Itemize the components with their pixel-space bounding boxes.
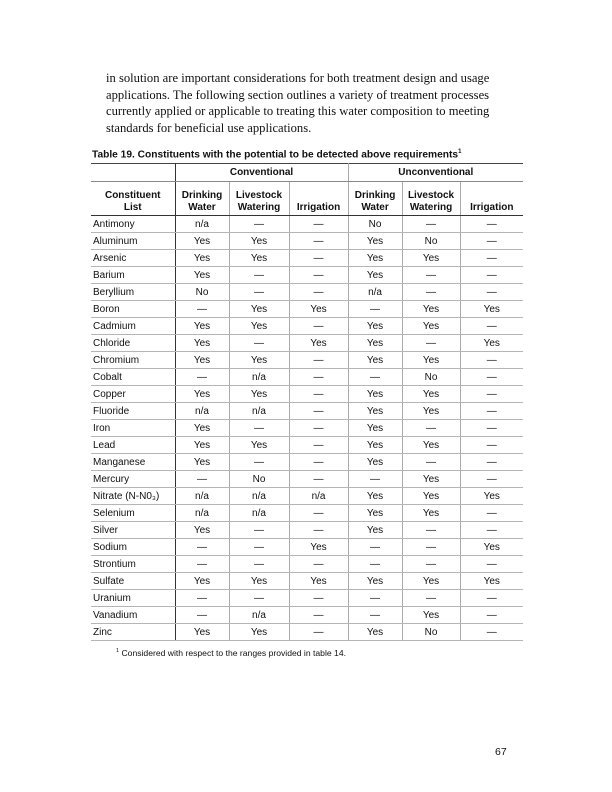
table-cell: — <box>289 352 348 369</box>
table-cell: Yes <box>229 352 289 369</box>
table-cell: Yes <box>175 335 229 352</box>
table-cell: — <box>289 590 348 607</box>
table-cell: Yes <box>402 488 460 505</box>
table-cell: Yes <box>175 250 229 267</box>
table-row <box>91 216 523 233</box>
table-cell: — <box>289 216 348 233</box>
header-line: Drinking <box>354 190 396 201</box>
table-row <box>91 556 523 573</box>
table-cell: n/a <box>175 216 229 233</box>
table-row <box>91 403 523 420</box>
header-line: Livestock <box>235 190 283 201</box>
table-cell: — <box>289 505 348 522</box>
table-cell: Yes <box>289 539 348 556</box>
table-cell: — <box>289 420 348 437</box>
table-cell: Yes <box>460 301 523 318</box>
table-cell: — <box>229 420 289 437</box>
table-cell: — <box>348 607 402 624</box>
column-header <box>229 182 289 216</box>
table-cell: Yes <box>348 386 402 403</box>
header-line: Livestock <box>407 190 455 201</box>
column-header <box>460 182 523 216</box>
table-cell: No <box>402 233 460 250</box>
table-row <box>91 624 523 641</box>
constituent-name: Manganese <box>91 454 175 471</box>
table-row <box>91 471 523 488</box>
table-cell: Yes <box>402 607 460 624</box>
table-cell: — <box>460 624 523 641</box>
constituent-name: Silver <box>91 522 175 539</box>
header-line: Watering <box>237 201 281 213</box>
constituent-name: Antimony <box>91 216 175 233</box>
column-header-constituent <box>91 182 175 216</box>
table-cell: Yes <box>175 420 229 437</box>
table-cell: Yes <box>348 420 402 437</box>
table-cell: Yes <box>460 539 523 556</box>
table-cell: — <box>402 522 460 539</box>
table-cell: Yes <box>402 505 460 522</box>
constituent-name: Zinc <box>91 624 175 641</box>
table-row <box>91 454 523 471</box>
table-cell: n/a <box>175 488 229 505</box>
table-footnote <box>116 648 346 658</box>
constituent-name: Aluminum <box>91 233 175 250</box>
header-line: List <box>123 201 142 213</box>
column-header <box>175 182 229 216</box>
constituent-name: Sodium <box>91 539 175 556</box>
table-cell: — <box>460 250 523 267</box>
table-cell: n/a <box>229 369 289 386</box>
table-cell: Yes <box>402 352 460 369</box>
table-cell: Yes <box>402 301 460 318</box>
table-row <box>91 505 523 522</box>
constituent-name: Mercury <box>91 471 175 488</box>
page-number: 67 <box>495 746 507 758</box>
table-cell: Yes <box>348 505 402 522</box>
table-cell: — <box>175 607 229 624</box>
table-cell: — <box>402 454 460 471</box>
constituent-name: Nitrate (N-N0₃) <box>91 488 175 505</box>
table-cell: — <box>175 369 229 386</box>
table-cell: — <box>289 471 348 488</box>
table-cell: Yes <box>175 437 229 454</box>
table-cell: No <box>229 471 289 488</box>
constituent-name: Uranium <box>91 590 175 607</box>
constituent-name: Beryllium <box>91 284 175 301</box>
table-caption <box>92 149 461 160</box>
table-cell: — <box>289 454 348 471</box>
table-cell: Yes <box>348 437 402 454</box>
table-row <box>91 233 523 250</box>
table-cell: Yes <box>229 318 289 335</box>
paragraph-line: currently applied or applicable to treating this water composition to meeting <box>106 104 490 119</box>
table-cell: Yes <box>348 233 402 250</box>
constituent-name: Chromium <box>91 352 175 369</box>
table-cell: — <box>460 437 523 454</box>
table-cell: — <box>348 556 402 573</box>
table-cell: Yes <box>402 573 460 590</box>
table-cell: — <box>289 369 348 386</box>
table-cell: — <box>229 556 289 573</box>
table-cell: — <box>460 607 523 624</box>
table-cell: — <box>289 556 348 573</box>
table-cell: Yes <box>348 624 402 641</box>
constituent-name: Fluoride <box>91 403 175 420</box>
table-cell: n/a <box>229 607 289 624</box>
table-cell: Yes <box>402 437 460 454</box>
table-row <box>91 437 523 454</box>
table-cell: — <box>289 607 348 624</box>
table-cell: — <box>175 539 229 556</box>
table-cell: — <box>229 539 289 556</box>
table-caption-text: Table 19. Constituents with the potential to be detected above requirements <box>92 149 459 161</box>
table-cell: Yes <box>348 573 402 590</box>
table-cell: — <box>460 420 523 437</box>
table-cell: n/a <box>289 488 348 505</box>
table-cell: — <box>460 556 523 573</box>
table-row <box>91 250 523 267</box>
table-cell: — <box>229 216 289 233</box>
table-cell: Yes <box>175 267 229 284</box>
table-cell: — <box>289 233 348 250</box>
table-cell: No <box>175 284 229 301</box>
table-row <box>91 318 523 335</box>
table-cell: Yes <box>402 471 460 488</box>
table-cell: Yes <box>460 573 523 590</box>
table-cell: — <box>402 590 460 607</box>
table-cell: — <box>229 590 289 607</box>
constituent-name: Vanadium <box>91 607 175 624</box>
table-cell: — <box>229 522 289 539</box>
constituents-table <box>91 163 523 641</box>
table-cell: — <box>229 335 289 352</box>
table-cell: — <box>229 454 289 471</box>
footnote-mark: 1 <box>116 648 120 655</box>
table-row <box>91 284 523 301</box>
table-cell: Yes <box>348 318 402 335</box>
table-row <box>91 539 523 556</box>
table-cell: — <box>460 471 523 488</box>
table-cell: — <box>460 403 523 420</box>
table-cell: — <box>348 539 402 556</box>
table-cell: Yes <box>229 386 289 403</box>
table-row <box>91 267 523 284</box>
table-cell: — <box>402 556 460 573</box>
table-cell: Yes <box>402 250 460 267</box>
table-row <box>91 386 523 403</box>
table-row <box>91 590 523 607</box>
table-cell: — <box>289 267 348 284</box>
table-row <box>91 335 523 352</box>
constituent-name: Boron <box>91 301 175 318</box>
table-row <box>91 369 523 386</box>
table-cell: n/a <box>348 284 402 301</box>
table-cell: Yes <box>229 573 289 590</box>
table-cell: — <box>460 318 523 335</box>
header-line: Water <box>188 201 216 213</box>
table-cell: — <box>348 301 402 318</box>
header-line: Constituent <box>104 190 161 201</box>
table-cell: — <box>289 522 348 539</box>
table-cell: — <box>402 335 460 352</box>
table-cell: — <box>402 420 460 437</box>
table-cell: Yes <box>348 352 402 369</box>
column-header <box>348 182 402 216</box>
table-cell: Yes <box>229 624 289 641</box>
table-cell: Yes <box>289 335 348 352</box>
table-cell: — <box>460 216 523 233</box>
table-cell: Yes <box>348 250 402 267</box>
table-cell: Yes <box>402 403 460 420</box>
constituent-name: Lead <box>91 437 175 454</box>
constituent-name: Cobalt <box>91 369 175 386</box>
table-cell: n/a <box>175 505 229 522</box>
table-cell: Yes <box>175 454 229 471</box>
table-cell: Yes <box>175 318 229 335</box>
table-cell: — <box>460 590 523 607</box>
table-cell: Yes <box>402 386 460 403</box>
table-cell: — <box>460 505 523 522</box>
caption-footnote-mark: 1 <box>458 149 462 155</box>
group-header-unconventional: Unconventional <box>348 164 523 182</box>
table-cell: Yes <box>348 522 402 539</box>
paragraph-line: standards for beneficial use applications. <box>106 120 312 135</box>
table-cell: Yes <box>460 335 523 352</box>
column-header <box>289 182 348 216</box>
table-cell: Yes <box>229 233 289 250</box>
constituent-name: Strontium <box>91 556 175 573</box>
table-cell: — <box>229 284 289 301</box>
paragraph-line: in solution are important considerations for both treatment design and usage <box>106 71 490 85</box>
table-cell: — <box>175 471 229 488</box>
table-cell: — <box>289 284 348 301</box>
table-cell: — <box>460 284 523 301</box>
table-cell: Yes <box>289 573 348 590</box>
paragraph-line: applications. The following section outlines a variety of treatment processes <box>106 87 490 102</box>
table-cell: Yes <box>175 386 229 403</box>
table-cell: — <box>460 522 523 539</box>
table-cell: n/a <box>229 488 289 505</box>
table-cell: No <box>402 369 460 386</box>
table-cell: — <box>289 624 348 641</box>
table-cell: — <box>348 471 402 488</box>
header-line: Irrigation <box>296 201 341 213</box>
table-cell: Yes <box>229 250 289 267</box>
table-cell: Yes <box>348 335 402 352</box>
constituent-name: Copper <box>91 386 175 403</box>
group-header-conventional: Conventional <box>175 164 348 182</box>
table-cell: — <box>289 403 348 420</box>
table-cell: — <box>289 250 348 267</box>
table-cell: — <box>289 437 348 454</box>
table-cell: Yes <box>348 403 402 420</box>
table-cell: Yes <box>175 522 229 539</box>
table-row <box>91 522 523 539</box>
table-cell: Yes <box>289 301 348 318</box>
table-cell: — <box>460 233 523 250</box>
table-cell: Yes <box>175 352 229 369</box>
constituent-name: Iron <box>91 420 175 437</box>
table-row <box>91 488 523 505</box>
footnote-text: Considered with respect to the ranges provided in table 14. <box>121 648 346 658</box>
table-cell: — <box>460 352 523 369</box>
table-cell: Yes <box>175 573 229 590</box>
table-cell: n/a <box>175 403 229 420</box>
constituent-name: Sulfate <box>91 573 175 590</box>
table-cell: Yes <box>175 233 229 250</box>
table-cell: — <box>289 386 348 403</box>
column-header <box>402 182 460 216</box>
constituent-name: Chloride <box>91 335 175 352</box>
table-cell: — <box>175 590 229 607</box>
header-line: Drinking <box>181 190 223 201</box>
constituent-name: Selenium <box>91 505 175 522</box>
table-cell: — <box>460 267 523 284</box>
table-cell: Yes <box>348 454 402 471</box>
header-blank <box>91 164 175 182</box>
table-cell: — <box>460 369 523 386</box>
table-cell: Yes <box>348 488 402 505</box>
table-row <box>91 301 523 318</box>
table-cell: — <box>402 539 460 556</box>
table-cell: — <box>175 556 229 573</box>
table-cell: — <box>348 369 402 386</box>
table-cell: Yes <box>348 267 402 284</box>
table-row <box>91 607 523 624</box>
table-cell: — <box>402 284 460 301</box>
constituent-name: Barium <box>91 267 175 284</box>
header-line: Irrigation <box>470 201 514 213</box>
table-cell: No <box>402 624 460 641</box>
table-cell: n/a <box>229 505 289 522</box>
table-cell: — <box>289 318 348 335</box>
table-cell: — <box>460 386 523 403</box>
table-cell: Yes <box>460 488 523 505</box>
table-cell: — <box>348 590 402 607</box>
body-paragraph <box>106 70 490 136</box>
header-line: Watering <box>409 201 453 213</box>
table-cell: No <box>348 216 402 233</box>
table-cell: n/a <box>229 403 289 420</box>
constituent-name: Cadmium <box>91 318 175 335</box>
table-cell: Yes <box>229 437 289 454</box>
table-cell: — <box>460 454 523 471</box>
table-cell: — <box>229 267 289 284</box>
table-cell: Yes <box>175 624 229 641</box>
table-cell: — <box>402 216 460 233</box>
header-line: Water <box>361 201 389 213</box>
table-cell: Yes <box>402 318 460 335</box>
table-row <box>91 352 523 369</box>
constituent-name: Arsenic <box>91 250 175 267</box>
table-cell: — <box>175 301 229 318</box>
table-row <box>91 573 523 590</box>
table-row <box>91 420 523 437</box>
table-cell: — <box>402 267 460 284</box>
table-cell: Yes <box>229 301 289 318</box>
